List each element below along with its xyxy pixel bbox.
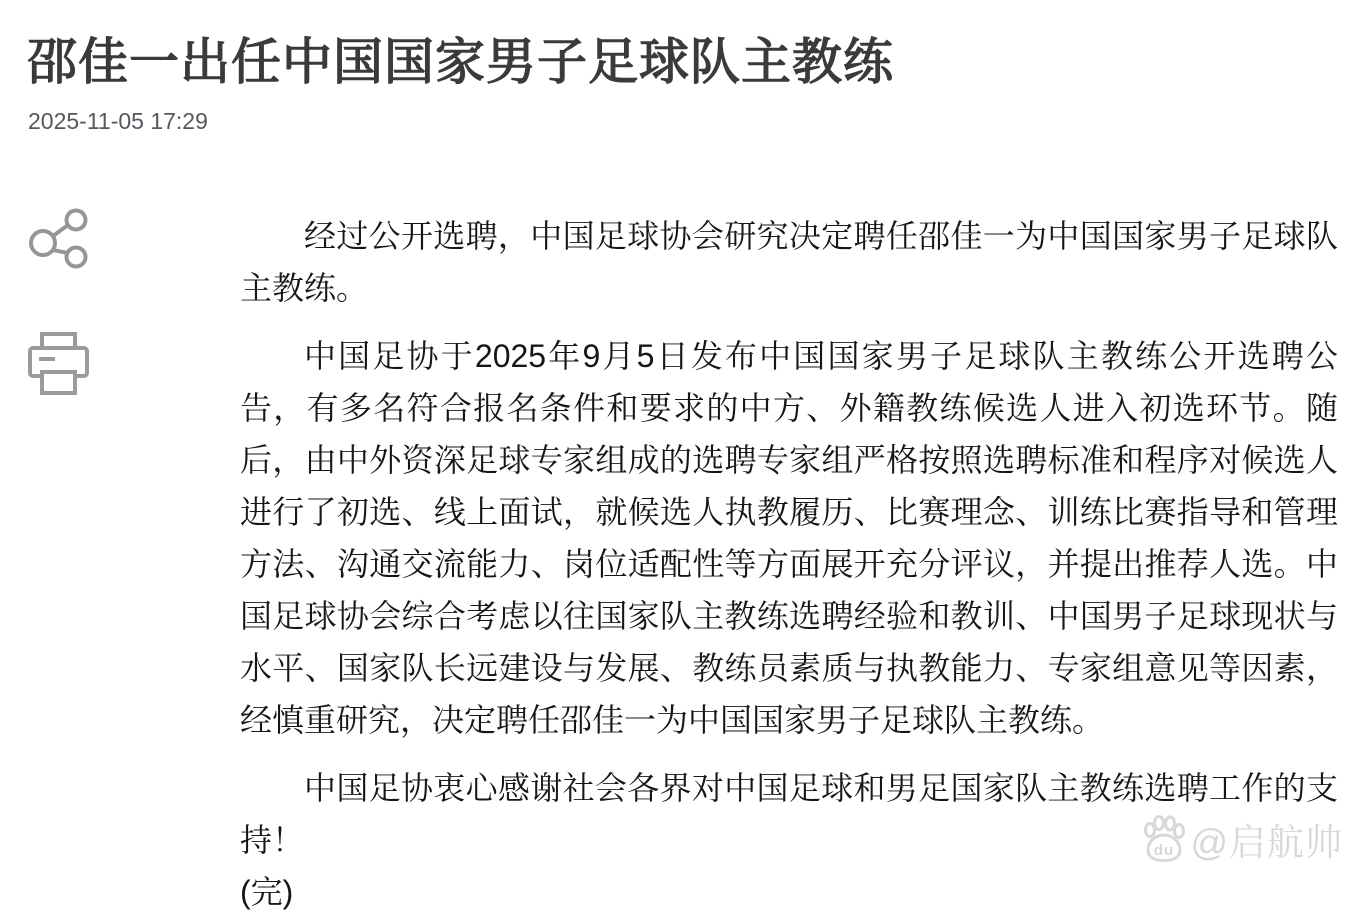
print-button[interactable]	[28, 332, 90, 396]
paragraph-2: 中国足协于2025年9月5日发布中国国家男子足球队主教练公开选聘公告，有多名符合报名条件和要求的中方、外籍教练候选人进入初选环节。随后，由中外资深足球专家组成的选聘专家组严格按照选聘标准和程序对候选人进行了初选、线上面试，就候选人执教履历、比赛理念、训练比赛指导和管理方法、沟通交流能力、岗位适配性等方面展开充分评议，并提出推荐人选。中国足球协会综合考虑以往国家队主教练选聘经验和教训、中国男子足球现状与水平、国家队长远建设与发展、教练员素质与执教能力、专家组意见等因素，经慎重研究，决定聘任邵佳一为中国国家男子足球队主教练。	[240, 338, 1338, 738]
watermark-handle: @启航帅	[1190, 822, 1343, 863]
share-button[interactable]	[28, 205, 90, 269]
publish-date: 2025-11-05 17:29	[28, 108, 208, 134]
page-title: 邵佳一出任中国国家男子足球队主教练	[27, 34, 894, 90]
action-toolbar	[28, 205, 92, 396]
paragraph-end-mark: (完)	[240, 874, 294, 910]
print-icon	[28, 332, 90, 396]
watermark	[1142, 812, 1343, 866]
baidu-paw-icon	[1142, 816, 1186, 862]
share-icon	[28, 205, 90, 269]
paragraph-1: 经过公开选聘，中国足球协会研究决定聘任邵佳一为中国国家男子足球队主教练。	[240, 218, 1338, 306]
baidu-paw-du-text: du	[1154, 842, 1175, 859]
paragraph-3: 中国足协衷心感谢社会各界对中国足球和男足国家队主教练选聘工作的支持！	[240, 770, 1338, 858]
